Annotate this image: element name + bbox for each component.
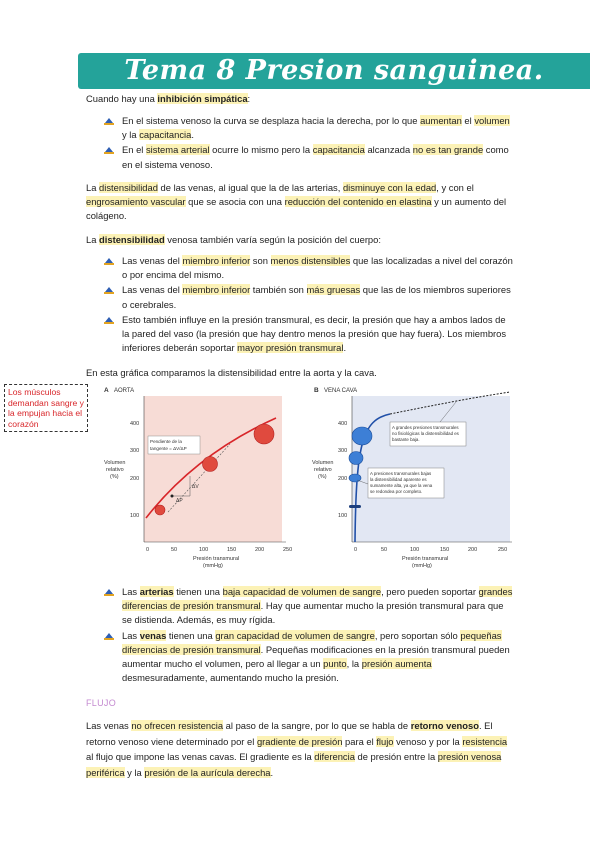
bullet-icon <box>104 588 114 596</box>
y-axis-label: relativo <box>106 467 124 473</box>
list-item: Las venas del miembro inferior también son más gruesas que las de los miembros superiores o cerebrales. <box>104 283 514 311</box>
list-item: Las venas del miembro inferior son menos distensibles que las localizadas a nivel del corazón o por encima del mismo. <box>104 254 514 282</box>
callout-low-text: la distensibilidad aparente es <box>370 477 427 482</box>
paragraph-distensibilidad: La distensibilidad de las venas, al igual que la de las arterias, disminuye con la edad, y con el engrosamiento vascular que se asocia con una reducción del contenido en elastina y un aumento del colágeno. <box>86 182 507 222</box>
section-heading-flujo: FLUJO <box>86 698 117 708</box>
vein-cross-section <box>349 505 361 508</box>
callout-low-text: A presiones transmurales bajas <box>370 471 432 476</box>
tangent-annotation: Pendiente de la <box>150 439 182 444</box>
bullet-list-3 <box>104 585 514 685</box>
tangent-annotation: tangente = ΔV/ΔP <box>150 446 187 451</box>
list-item: Las arterias tienen una baja capacidad de volumen de sangre, pero pueden soportar grandes diferencias de presión transmural. Hay que aumentar mucho la presión transmural para que se distienda. Además, es muy rígida. <box>104 585 514 628</box>
x-tick-label: 200 <box>468 547 478 553</box>
list-item: En el sistema venoso la curva se desplaza hacia la derecha, por lo que aumentan el volumen y la capacitancia. <box>104 114 514 142</box>
x-tick-label: 0 <box>354 547 358 553</box>
paragraph-retorno-venoso: Las venas no ofrecen resistencia al paso de la sangre, por lo que se habla de retorno venoso. El retorno venoso viene determinado por el gradiente de presión para el flujo venoso y por la resistencia al flujo que impone las venas cavas. El gradiente es la diferencia de presión entre la presión venosa periférica y la presión de la aurícula derecha. <box>86 720 508 778</box>
list-item: Esto también influye en la presión transmural, es decir, la presión que hay a ambos lados de la pared del vaso (la presión que hay dentro menos la presión que hay fuera). Los miembros inferiores deberán soportar mayor presión transmural. <box>104 313 514 356</box>
x-tick-label: 100 <box>199 547 209 553</box>
x-tick-label: 250 <box>283 547 293 553</box>
bullet-icon <box>104 316 114 324</box>
y-axis-label: (%) <box>110 474 119 480</box>
list-item: En el sistema arterial ocurre lo mismo pero la capacitancia alcanzada no es tan grande como en el sistema venoso. <box>104 143 514 171</box>
list-item: Las venas tienen una gran capacidad de volumen de sangre, pero soportan sólo pequeñas diferencias de presión transmural. Pequeñas modificaciones en la presión transmural pueden aumentar mucho el volumen, pero al llegar a un punto, la presión aumenta desmesuradamente, aumentando mucho la presión. <box>104 629 514 686</box>
bullet-list-1 <box>104 114 514 172</box>
bullet-icon <box>104 117 114 125</box>
vein-cross-section <box>352 427 372 445</box>
callout-high-text: A grandes presiones transmurales <box>392 425 459 430</box>
y-tick-label: 100 <box>130 513 140 519</box>
paragraph-grafica: En esta gráfica comparamos la distensibilidad entre la aorta y la cava. <box>86 367 377 378</box>
vessel-cross-section <box>155 505 165 515</box>
y-tick-label: 300 <box>338 448 348 454</box>
y-tick-label: 300 <box>130 448 140 454</box>
bullet-icon <box>104 286 114 294</box>
vein-cross-section <box>349 452 363 465</box>
y-tick-label: 200 <box>338 476 348 482</box>
intro-paragraph: Cuando hay una inhibición simpática: <box>86 93 251 104</box>
x-tick-label: 50 <box>171 547 178 553</box>
callout-low-text: se redondea por completo. <box>370 489 423 494</box>
bullet-icon <box>104 632 114 640</box>
y-axis-label: Volumen <box>104 460 126 466</box>
x-tick-label: 150 <box>440 547 450 553</box>
distensibility-figure <box>100 384 514 574</box>
bullet-list-2 <box>104 254 514 355</box>
y-tick-label: 400 <box>338 421 348 427</box>
x-tick-label: 250 <box>498 547 508 553</box>
x-tick-label: 50 <box>381 547 388 553</box>
delta-p-label: ΔP <box>176 498 183 504</box>
panel-a-letter: A <box>104 387 109 394</box>
page-title: Tema 8 Presion sanguinea. <box>124 55 544 86</box>
panel-a-title: AORTA <box>114 388 135 394</box>
x-axis-label: (mmHg) <box>203 563 223 569</box>
vessel-cross-section <box>254 424 274 444</box>
x-axis-label: Presión transmural <box>193 556 240 562</box>
margin-note: Los músculos demandan sangre y la empujan hacia el corazón <box>4 384 88 432</box>
y-axis-label: (%) <box>318 474 327 480</box>
x-tick-label: 150 <box>227 547 237 553</box>
y-tick-label: 400 <box>130 421 140 427</box>
y-axis-label: Volumen <box>312 460 334 466</box>
x-axis-label: Presión transmural <box>402 556 449 562</box>
y-tick-label: 100 <box>338 513 348 519</box>
panel-b-title: VENA CAVA <box>324 388 358 394</box>
callout-low-text: sumamente alta, ya que la vena <box>370 483 433 488</box>
callout-high-text: bastante baja. <box>392 437 420 442</box>
bullet-icon <box>104 257 114 265</box>
panel-b-letter: B <box>314 387 319 394</box>
x-tick-label: 100 <box>410 547 420 553</box>
callout-high-text: no fisiológicas la distensibilidad es <box>392 431 459 436</box>
x-tick-label: 0 <box>146 547 150 553</box>
y-axis-label: relativo <box>314 467 332 473</box>
delta-v-label: ΔV <box>192 484 199 490</box>
bullet-icon <box>104 146 114 154</box>
x-axis-label: (mmHg) <box>412 563 432 569</box>
x-tick-label: 200 <box>255 547 265 553</box>
paragraph-posicion: La distensibilidad venosa también varía según la posición del cuerpo: <box>86 234 381 245</box>
title-banner <box>78 53 590 89</box>
vessel-cross-section <box>203 457 218 472</box>
y-tick-label: 200 <box>130 476 140 482</box>
